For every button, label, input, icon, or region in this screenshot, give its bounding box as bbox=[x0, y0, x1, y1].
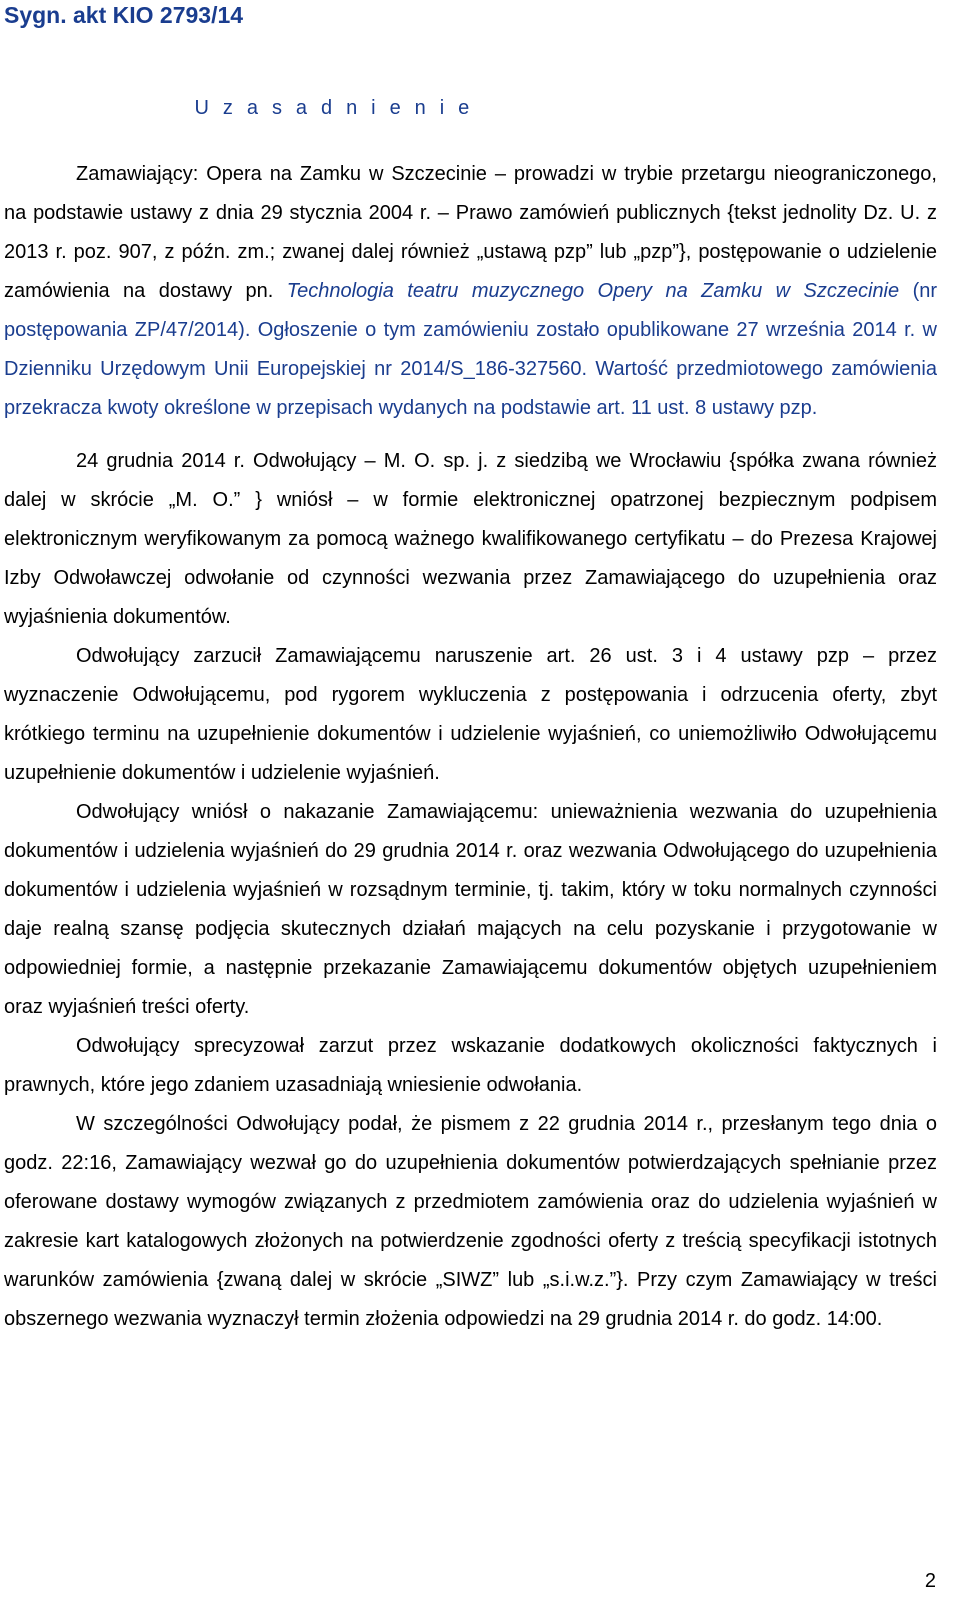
procurement-title: Technologia teatru muzycznego Opery na Zamku w Szczecinie bbox=[286, 280, 900, 302]
page-number: 2 bbox=[924, 1570, 936, 1592]
document-body bbox=[4, 155, 937, 1339]
intro-text-b: (nr postępowania ZP/47/2014). Ogłoszenie o tym zamówieniu zostało opublikowane 27 września 2014 r. w Dzienniku Urzędowym Unii Europejskiej nr 2014/S_186-327560. Wartość przedmiotowego zamówienia przekracza kwoty określone w przepisach wydanych na podstawie art. 11 ust. 8 ustawy pzp. bbox=[4, 280, 938, 419]
paragraph-charge: Odwołujący zarzucił Zamawiającemu naruszenie art. 26 ust. 3 i 4 ustawy pzp – przez wyznaczenie Odwołującemu, pod rygorem wykluczenia z postępowania i odrzucenia oferty, zbyt krótkiego terminu na uzupełnienie dokumentów i udzielenie wyjaśnień, co uniemożliwiło Odwołującemu uzupełnienie dokumentów i udzielenie wyjaśnień. bbox=[4, 645, 937, 784]
paragraph-specification: Odwołujący sprecyzował zarzut przez wskazanie dodatkowych okoliczności faktycznych i prawnych, które jego zdaniem uzasadniają wniesienie odwołania. bbox=[4, 1035, 937, 1096]
section-heading: U z a s a d n i e n i e bbox=[194, 97, 474, 119]
paragraph-appeal: 24 grudnia 2014 r. Odwołujący – M. O. sp. j. z siedzibą we Wrocławiu {spółka zwana również dalej w skrócie „M. O.” } wniósł – w formie elektronicznej opatrzonej bezpiecznym podpisem elektronicznym weryfikowanym za pomocą ważnego kwalifikowanego certyfikatu – do Prezesa Krajowej Izby Odwoławczej odwołanie od czynności wezwania przez Zamawiającego do uzupełnienia oraz wyjaśnienia dokumentów. bbox=[4, 450, 937, 628]
case-signature: Sygn. akt KIO 2793/14 bbox=[4, 2, 244, 28]
intro-text-a: Zamawiający: Opera na Zamku w Szczecinie – prowadzi w trybie przetargu nieograniczonego, na podstawie ustawy z dnia 29 stycznia 2004 r. – Prawo zamówień publicznych {tekst jednolity Dz. U. z 2013 r. poz. 907, z późn. zm.; zwanej dalej również „ustawą pzp” lub „pzp”}, postępowanie o udzielenie zamówienia na dostawy pn. bbox=[4, 163, 937, 302]
paragraph-intro bbox=[4, 155, 937, 428]
paragraph-request: Odwołujący wniósł o nakazanie Zamawiającemu: unieważnienia wezwania do uzupełnienia dokumentów i udzielenia wyjaśnień do 29 grudnia 2014 r. oraz wezwania Odwołującego do uzupełnienia dokumentów i udzielenia wyjaśnień w rozsądnym terminie, tj. takim, który w toku normalnych czynności daje realną szansę podjęcia skutecznych działań mających na celu pozyskanie i przygotowanie w odpowiedniej formie, a następnie przekazanie Zamawiającemu dokumentów objętych uzupełnieniem oraz wyjaśnień treści oferty. bbox=[4, 801, 937, 1018]
paragraph-details: W szczególności Odwołujący podał, że pismem z 22 grudnia 2014 r., przesłanym tego dnia o godz. 22:16, Zamawiający wezwał go do uzupełnienia dokumentów potwierdzających spełnianie przez oferowane dostawy wymogów związanych z przedmiotem zamówienia oraz do udzielenia wyjaśnień w zakresie kart katalogowych złożonych na potwierdzenie zgodności oferty z treścią specyfikacji istotnych warunków zamówienia {zwaną dalej w skrócie „SIWZ” lub „s.i.w.z.”}. Przy czym Zamawiający w treści obszernego wezwania wyznaczył termin złożenia odpowiedzi na 29 grudnia 2014 r. do godz. 14:00. bbox=[4, 1113, 937, 1330]
